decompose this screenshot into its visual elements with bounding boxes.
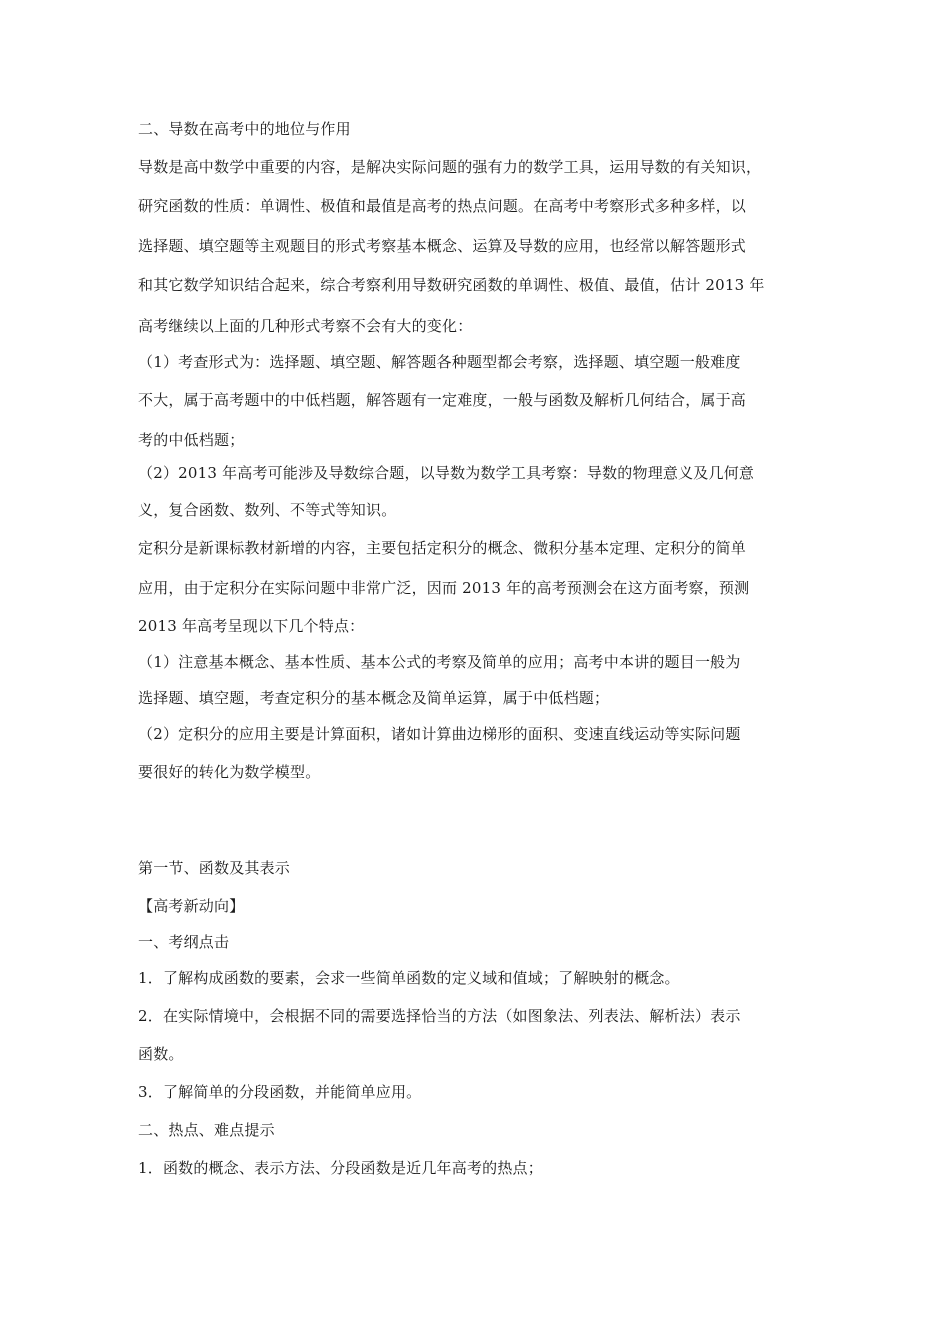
paragraph-line: （1）考查形式为：选择题、填空题、解答题各种题型都会考察，选择题、填空题一般难度 [138,353,741,371]
paragraph-line: 定积分是新课标教材新增的内容，主要包括定积分的概念、微积分基本定理、定积分的简单 [138,539,747,557]
paragraph-line: （1）注意基本概念、基本性质、基本公式的考察及简单的应用；高考中本讲的题目一般为 [138,653,741,671]
paragraph-line: 2013 年高考呈现以下几个特点： [138,617,365,635]
paragraph-line: 不大，属于高考题中的中低档题，解答题有一定难度，一般与函数及解析几何结合，属于高 [138,391,747,409]
document-body [138,118,818,1195]
section-spacer [138,799,818,857]
paragraph-line: 义，复合函数、数列、不等式等知识。 [138,501,397,519]
paragraph-line: （2）2013 年高考可能涉及导数综合题，以导数为数学工具考察：导数的物理意义及几何意 [138,464,755,482]
list-item: 3．了解简单的分段函数，并能简单应用。 [138,1083,422,1101]
list-item: 1．函数的概念、表示方法、分段函数是近几年高考的热点； [138,1159,543,1177]
subsection-heading: 【高考新动向】 [138,897,245,915]
chapter-title: 第一节、函数及其表示 [138,859,291,877]
paragraph-line: 选择题、填空题等主观题目的形式考察基本概念、运算及导数的应用，也经常以解答题形式 [138,237,747,255]
section-heading: 二、导数在高考中的地位与作用 [138,120,351,138]
paragraph-line: 高考继续以上面的几种形式考察不会有大的变化： [138,317,473,335]
paragraph-line: 考的中低档题； [138,431,245,449]
list-item: 2．在实际情境中，会根据不同的需要选择恰当的方法（如图象法、列表法、解析法）表示 [138,1007,741,1025]
paragraph-line: 和其它数学知识结合起来，综合考察利用导数研究函数的单调性、极值、最值，估计 2013 年 [138,276,765,294]
paragraph-line: 选择题、填空题，考查定积分的基本概念及简单运算，属于中低档题； [138,689,610,707]
paragraph-line: （2）定积分的应用主要是计算面积，诸如计算曲边梯形的面积、变速直线运动等实际问题 [138,725,741,743]
paragraph-line: 研究函数的性质：单调性、极值和最值是高考的热点问题。在高考中考察形式多种多样，以 [138,197,747,215]
subsection-heading: 二、热点、难点提示 [138,1121,275,1139]
subsection-heading: 一、考纲点击 [138,933,230,951]
paragraph-line: 导数是高中数学中重要的内容，是解决实际问题的强有力的数学工具，运用导数的有关知识， [138,158,762,176]
paragraph-line: 应用，由于定积分在实际问题中非常广泛，因而 2013 年的高考预测会在这方面考察，预测 [138,579,750,597]
list-item: 1．了解构成函数的要素，会求一些简单函数的定义域和值域；了解映射的概念。 [138,969,680,987]
list-item-continuation: 函数。 [138,1045,184,1063]
paragraph-line: 要很好的转化为数学模型。 [138,763,321,781]
